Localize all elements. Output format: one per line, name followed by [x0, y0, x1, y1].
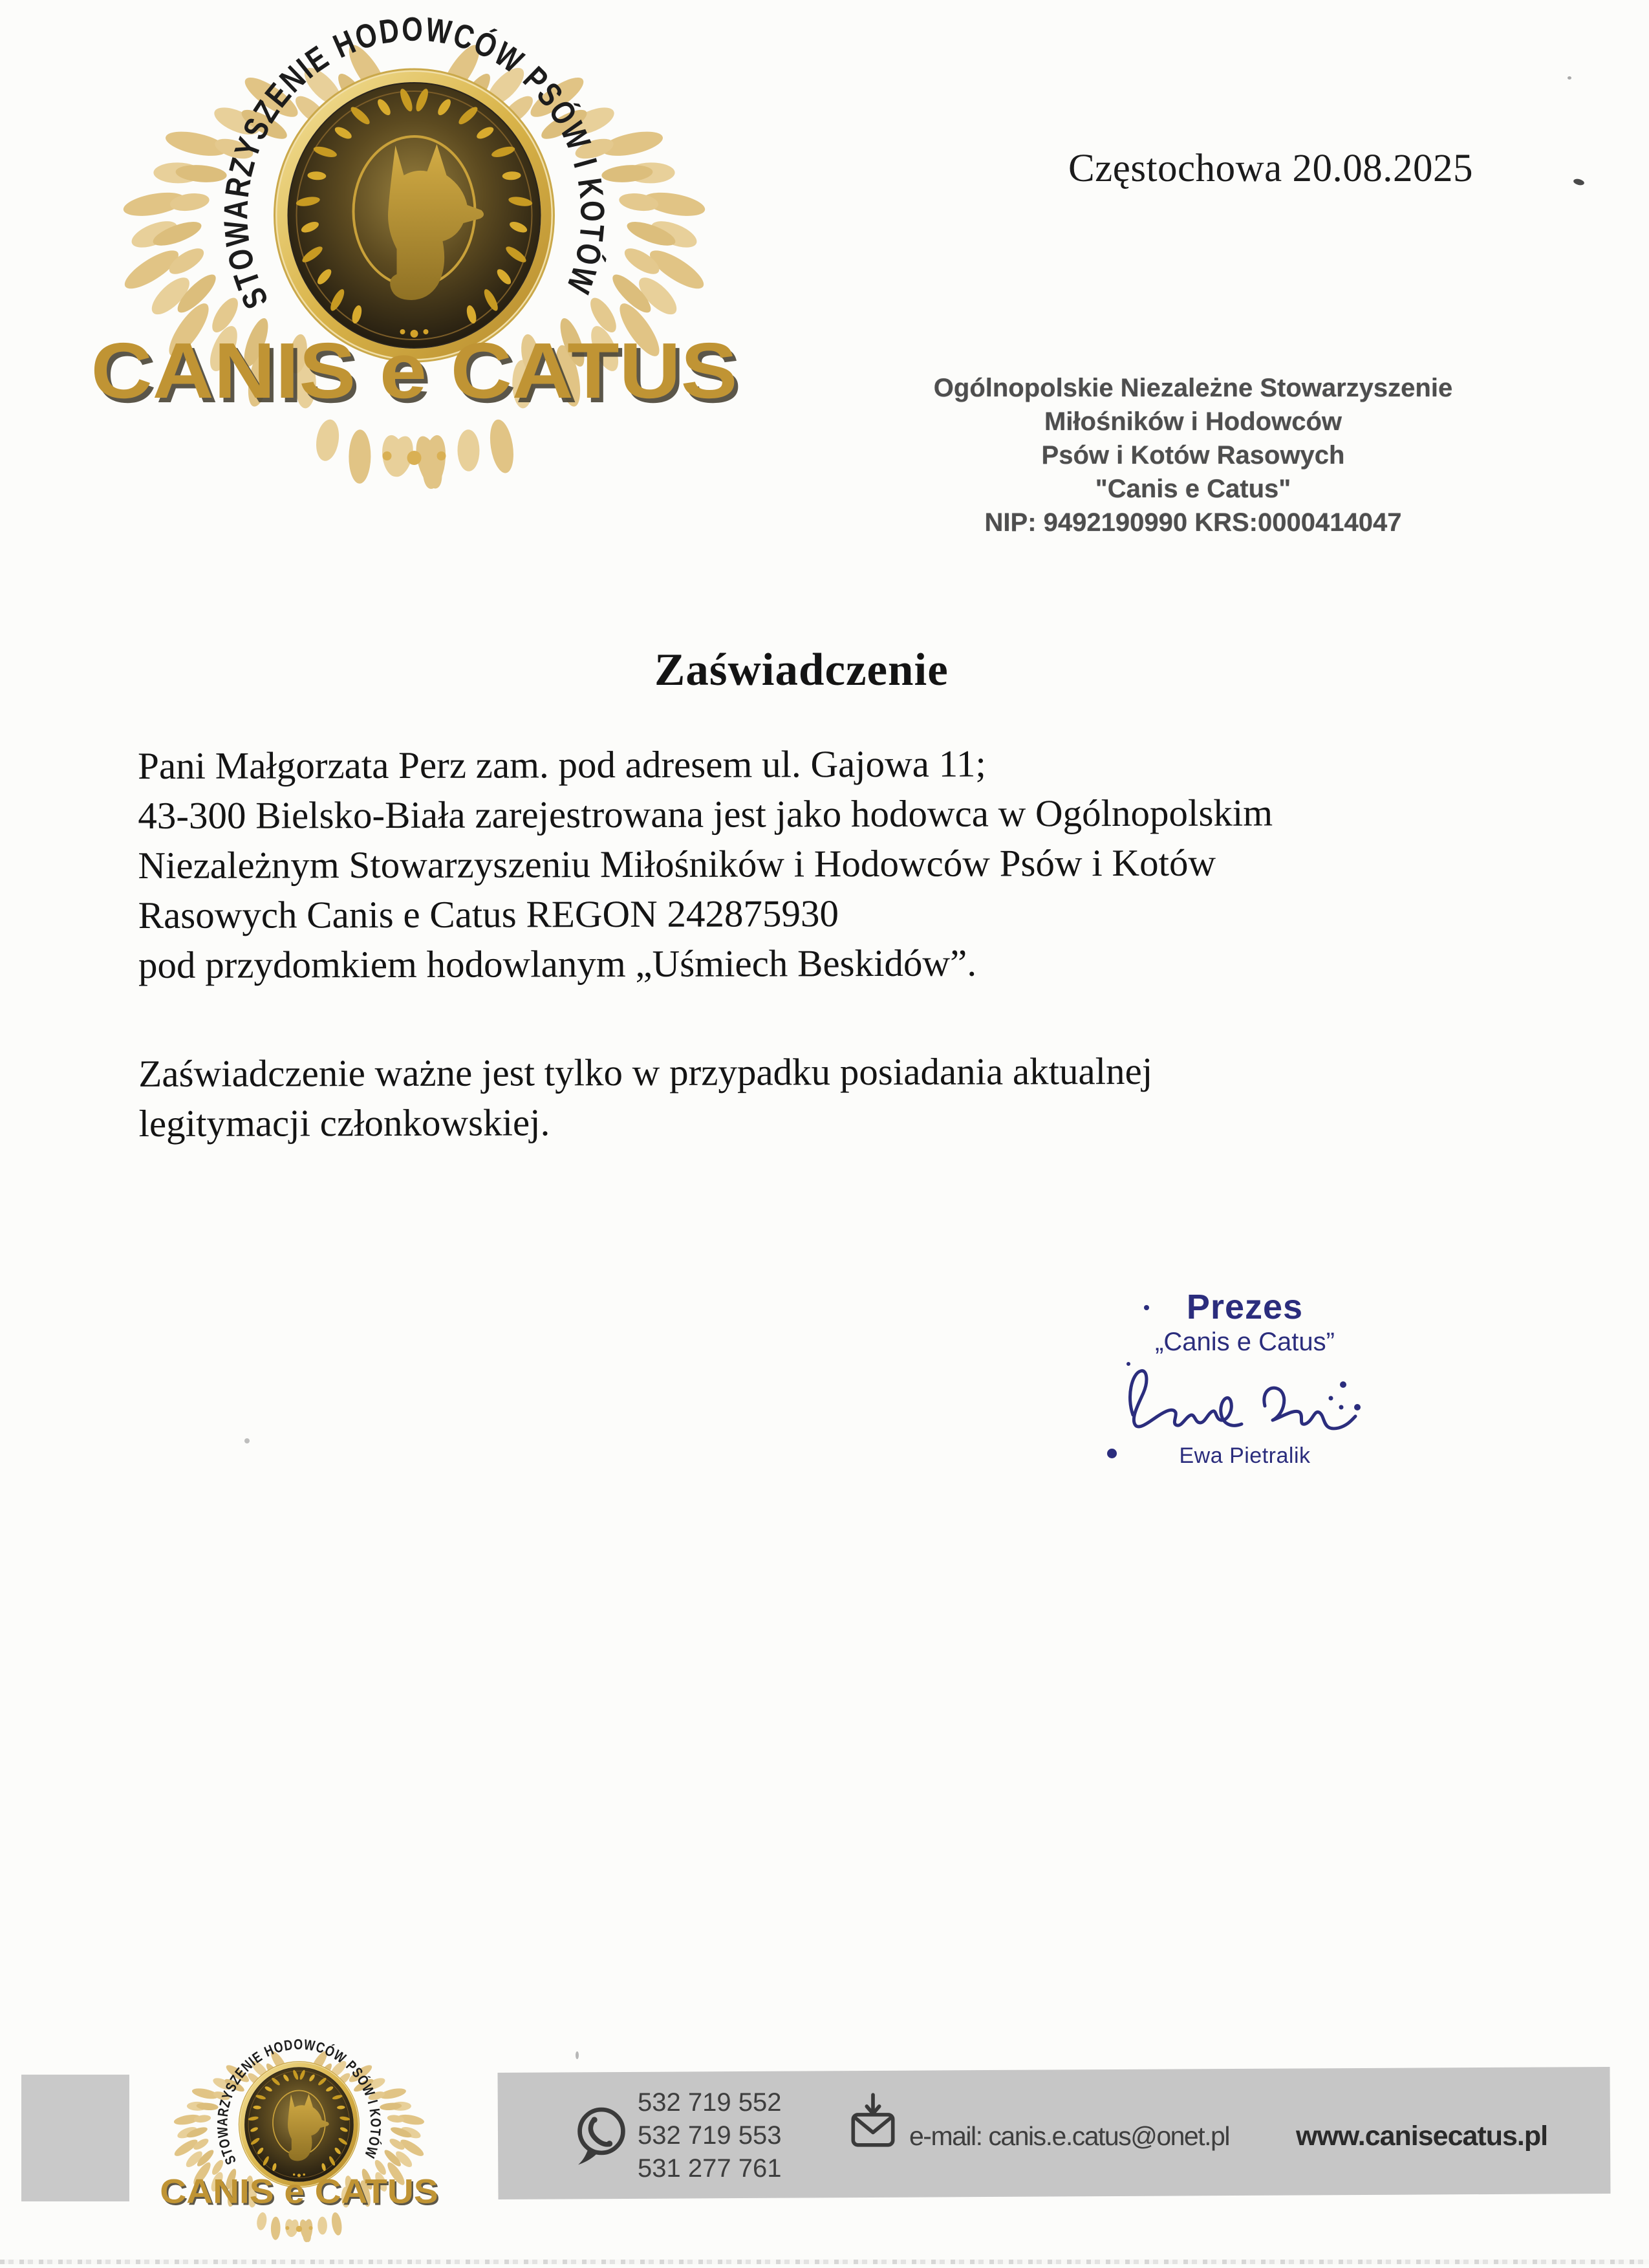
paragraph-validity — [138, 1045, 1561, 1149]
document-title: Zaświadczenie — [654, 645, 949, 695]
body-line: Zaświadczenie ważne jest tylko w przypadku posiadania aktualnej — [138, 1049, 1153, 1095]
website-text: www.canisecatus.pl — [1296, 2121, 1548, 2152]
ink-speck — [1340, 1381, 1346, 1388]
org-stamp-line: Miłośników i Hodowców — [1044, 407, 1342, 436]
scan-speck — [1568, 76, 1571, 80]
org-stamp-line: "Canis e Catus" — [1095, 475, 1291, 503]
date-line: Częstochowa 20.08.2025 — [1068, 147, 1473, 190]
org-stamp-nip-krs: NIP: 9492190990 KRS:0000414047 — [984, 508, 1402, 537]
paragraph-registration — [138, 737, 1561, 990]
email-text: e-mail: canis.e.catus@onet.pl — [909, 2121, 1229, 2151]
signature-role: Prezes — [1186, 1288, 1304, 1326]
org-stamp-line: Ogólnopolskie Niezależne Stowarzyszenie — [933, 374, 1453, 402]
body-line: Niezależnym Stowarzyszeniu Miłośników i Hodowców Psów i Kotów — [138, 841, 1216, 887]
envelope-arrow-icon — [846, 2093, 900, 2161]
phone-number: 531 277 761 — [638, 2154, 782, 2183]
signature-name: Ewa Pietralik — [1179, 1443, 1311, 1468]
phone-list — [638, 2086, 781, 2185]
canis-e-catus-logo-footer — [154, 2053, 444, 2245]
body-line: pod przydomkiem hodowlanym „Uśmiech Beskidów”. — [138, 941, 977, 986]
phone-number: 532 719 553 — [638, 2121, 782, 2150]
scan-speck — [1573, 178, 1585, 186]
scan-speck — [576, 2051, 579, 2059]
document-body — [138, 737, 1562, 1149]
phone-number: 532 719 552 — [638, 2088, 782, 2117]
body-line: legitymacji członkowskiej. — [138, 1101, 550, 1145]
org-stamp-block — [892, 371, 1494, 539]
scan-speck — [244, 1438, 250, 1443]
ink-speck — [1354, 1404, 1361, 1410]
footer-gray-block — [21, 2075, 129, 2201]
phone-circle-icon — [572, 2103, 631, 2166]
ink-speck — [1144, 1305, 1149, 1310]
body-line: Rasowych Canis e Catus REGON 242875930 — [138, 892, 839, 936]
scan-edge-noise — [0, 2260, 1649, 2264]
signature-stamp — [1125, 1288, 1364, 1468]
ink-speck — [1126, 1362, 1130, 1366]
body-line: 43-300 Bielsko-Biała zarejestrowana jest jako hodowca w Ogólnopolskim — [138, 791, 1273, 837]
ink-speck — [1107, 1449, 1117, 1458]
body-line: Pani Małgorzata Perz zam. pod adresem ul. Gajowa 11; — [138, 742, 986, 787]
signature-org: „Canis e Catus” — [1155, 1328, 1335, 1356]
org-stamp-line: Psów i Kotów Rasowych — [1041, 441, 1345, 470]
handwritten-signature — [1125, 1365, 1358, 1445]
canis-e-catus-logo — [77, 49, 750, 495]
